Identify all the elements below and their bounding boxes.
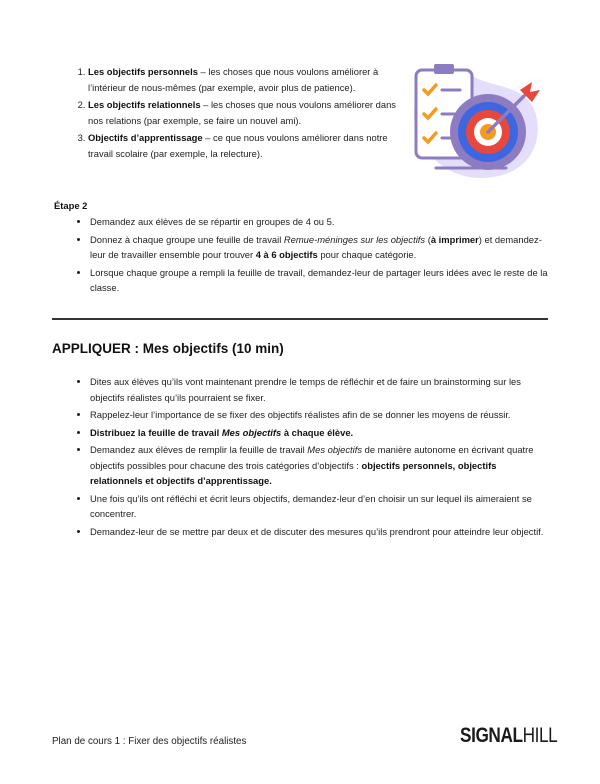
step-2-section <box>54 214 550 298</box>
footer-lesson-title: Plan de cours 1 : Fixer des objectifs réalistes <box>52 736 247 747</box>
apply-list <box>54 374 548 539</box>
section-divider <box>52 318 548 320</box>
signalhill-logo: SIGNALHILL <box>460 724 558 747</box>
list-item: • Demandez-leur de se mettre par deux et de discuter des mesures qu’ils prendront pour atteindre leur objectif. <box>90 524 548 540</box>
step-2-label: Étape 2 <box>54 200 88 211</box>
list-item: 1. Les objectifs personnels – les choses que nous voulons améliorer à l’intérieur de nous-mêmes (par exemple, avoir plus de patience). <box>88 64 406 95</box>
list-item: 3. Objectifs d’apprentissage – ce que nous voulons améliorer dans notre travail scolaire (par exemple, la relecture). <box>88 130 406 161</box>
list-item: • Demandez aux élèves de se répartir en groupes de 4 ou 5. <box>90 214 550 230</box>
list-item: • Distribuez la feuille de travail Mes objectifs à chaque élève. <box>90 425 548 441</box>
apply-section <box>54 374 548 541</box>
apply-section-heading: APPLIQUER : Mes objectifs (10 min) <box>52 341 284 356</box>
list-item: • Une fois qu’ils ont réfléchi et écrit leurs objectifs, demandez-leur d’en choisir un sur lequel ils aimeraient se concentrer. <box>90 491 548 522</box>
list-item: • Rappelez-leur l’importance de se fixer des objectifs réalistes afin de se donner les moyens de réussir. <box>90 407 548 423</box>
list-item: 2. Les objectifs relationnels – les choses que nous voulons améliorer dans nos relations (par exemple, se faire un nouvel ami). <box>88 97 406 128</box>
list-item: • Lorsque chaque groupe a rempli la feuille de travail, demandez-leur de partager leurs idées avec le reste de la classe. <box>90 265 550 296</box>
target-checklist-illustration <box>396 60 546 188</box>
list-item: • Demandez aux élèves de remplir la feuille de travail Mes objectifs de manière autonome en écrivant quatre objectifs possibles pour chacune des trois catégories d’objectifs : objectifs personnels, objectifs relationnels et objectifs d’apprentissage. <box>90 442 548 489</box>
list-item: • Dites aux élèves qu’ils vont maintenant prendre le temps de réfléchir et de faire un brainstorming sur les objectifs réalistes qu’ils pourraient se fixer. <box>90 374 548 405</box>
step-2-list <box>54 214 550 296</box>
list-item: • Donnez à chaque groupe une feuille de travail Remue-méninges sur les objectifs (à imprimer) et demandez-leur de travailler ensemble pour trouver 4 à 6 objectifs pour chaque catégorie. <box>90 232 550 263</box>
objective-categories-list <box>66 64 406 163</box>
